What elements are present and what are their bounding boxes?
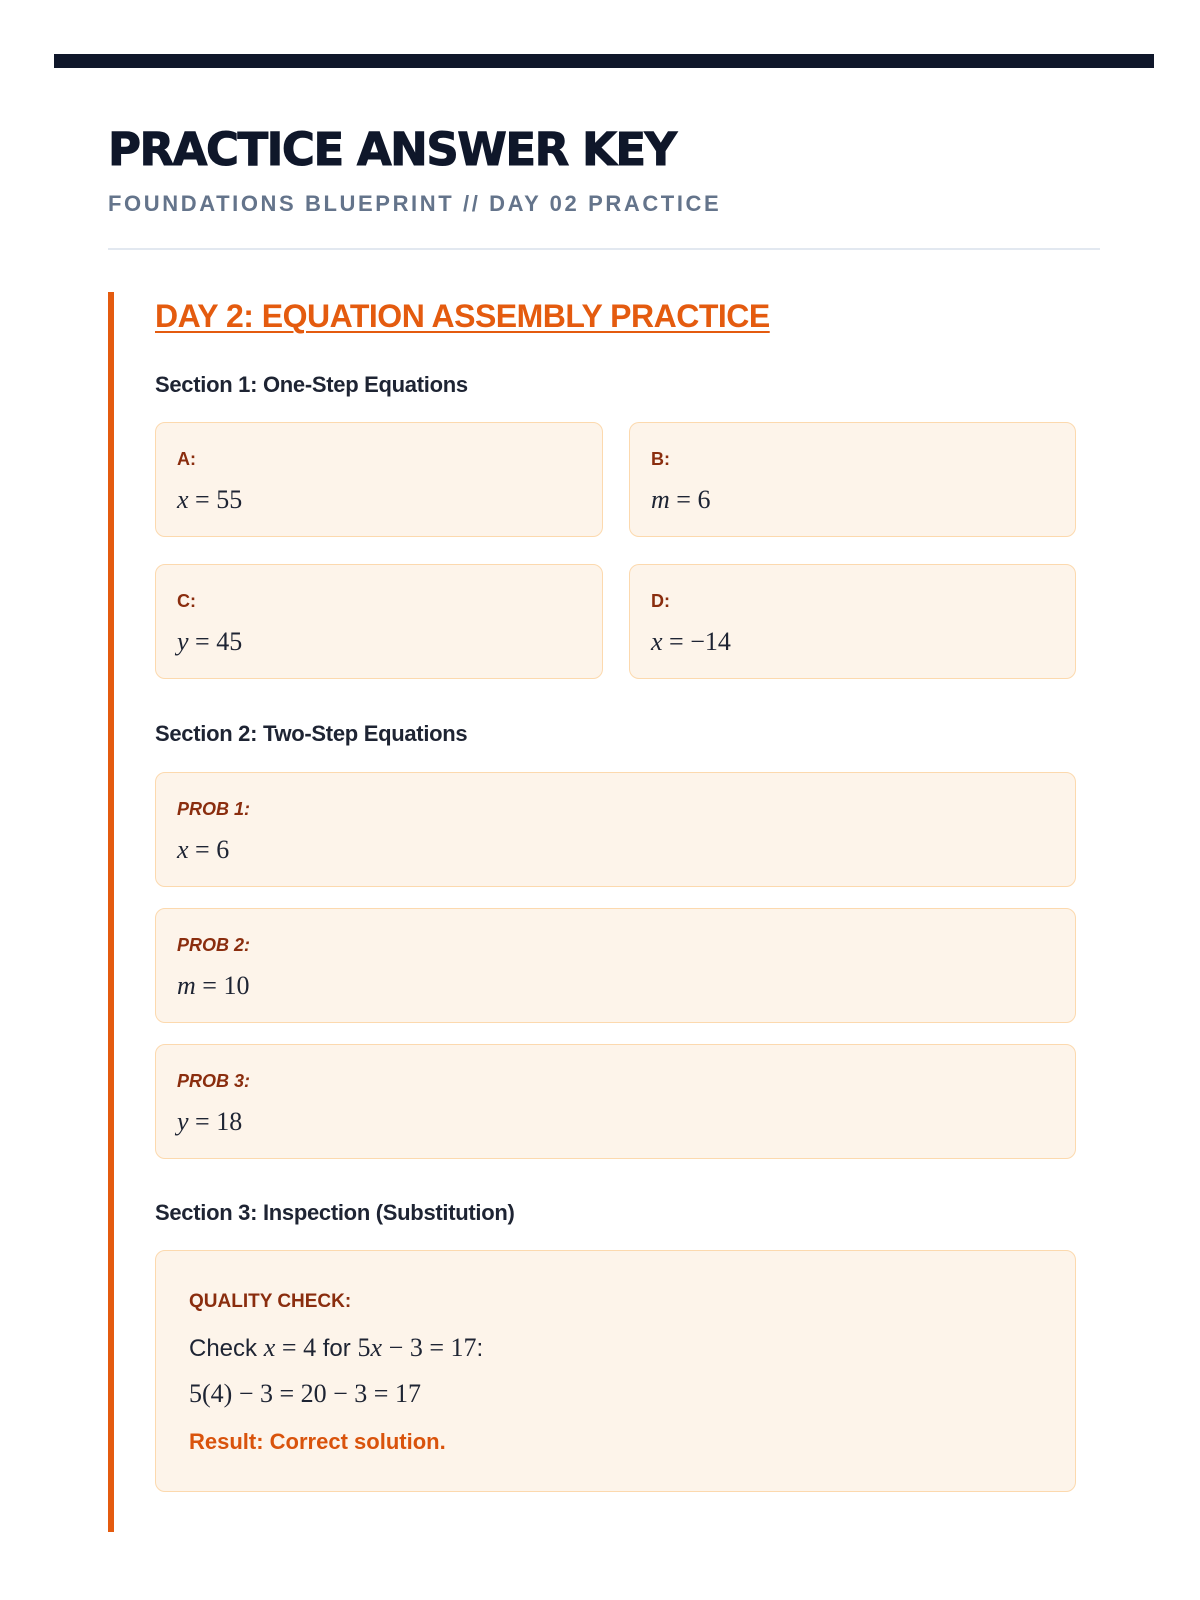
problem-card-label: PROB 3: (177, 1071, 251, 1091)
result-text: Result: Correct solution. (189, 1429, 446, 1454)
math-value: 45 (216, 627, 243, 656)
substitution-work (189, 1379, 421, 1409)
answer-card-c (155, 564, 603, 679)
math-value: = 4 (281, 1333, 317, 1362)
math-variable: x (263, 1333, 276, 1362)
math-value: 6 (216, 835, 230, 864)
page-header (108, 120, 1100, 218)
problem-card-value: x = 6 (177, 835, 230, 864)
math-value: −14 (690, 627, 731, 656)
practice-heading: DAY 2: EQUATION ASSEMBLY PRACTICE (155, 298, 770, 334)
section-1-label: Section 1: One-Step Equations (155, 372, 468, 397)
math-variable: m (651, 485, 670, 514)
answer-card-label: D: (651, 591, 670, 611)
answer-card-value: y = 45 (177, 627, 243, 656)
answer-card-value: m = 6 (651, 485, 711, 514)
quality-check-label: QUALITY CHECK: (189, 1291, 352, 1312)
answer-card-d (629, 564, 1076, 679)
answer-card-value: x = −14 (651, 627, 731, 656)
answer-card-b (629, 422, 1076, 537)
problem-card-value: m = 10 (177, 971, 250, 1000)
problem-card-value: y = 18 (177, 1107, 243, 1136)
problem-card-1 (155, 772, 1076, 887)
section-3-label: Section 3: Inspection (Substitution) (155, 1200, 515, 1225)
answer-card-label: B: (651, 449, 670, 469)
quality-check-card (155, 1250, 1076, 1492)
math-variable: x (177, 485, 189, 514)
colon: : (476, 1335, 484, 1362)
problem-card-label: PROB 1: (177, 799, 251, 819)
math-variable: x (651, 627, 663, 656)
answer-card-value: x = 55 (177, 485, 243, 514)
problem-card-2 (155, 908, 1076, 1023)
math-value: 10 (223, 971, 250, 1000)
section-2-label: Section 2: Two-Step Equations (155, 721, 468, 746)
substitution-expression: 5(4) − 3 = 20 − 3 = 17 (189, 1379, 421, 1408)
math-value: 6 (697, 485, 711, 514)
math-variable: x (177, 835, 189, 864)
math-variable: y (177, 1107, 189, 1136)
equation-coefficient: 5 (357, 1333, 371, 1362)
for-word: for (322, 1335, 351, 1362)
math-value: 18 (216, 1107, 243, 1136)
problem-card-3 (155, 1044, 1076, 1159)
answer-card-label: A: (177, 449, 196, 469)
math-value: 55 (216, 485, 243, 514)
page-title: PRACTICE ANSWER KEY (108, 123, 676, 176)
check-word: Check (189, 1335, 258, 1362)
answer-card-label: C: (177, 591, 196, 611)
top-rule (54, 54, 1154, 68)
problem-card-label: PROB 2: (177, 935, 251, 955)
answer-key-panel (108, 292, 1100, 1532)
math-variable: m (177, 971, 196, 1000)
equation-rest: − 3 = 17 (388, 1333, 477, 1362)
math-variable: x (370, 1333, 382, 1362)
check-statement (189, 1333, 483, 1363)
answer-card-a (155, 422, 603, 537)
page-subtitle: FOUNDATIONS BLUEPRINT // DAY 02 PRACTICE (108, 191, 722, 216)
header-divider (108, 248, 1100, 250)
math-variable: y (177, 627, 189, 656)
